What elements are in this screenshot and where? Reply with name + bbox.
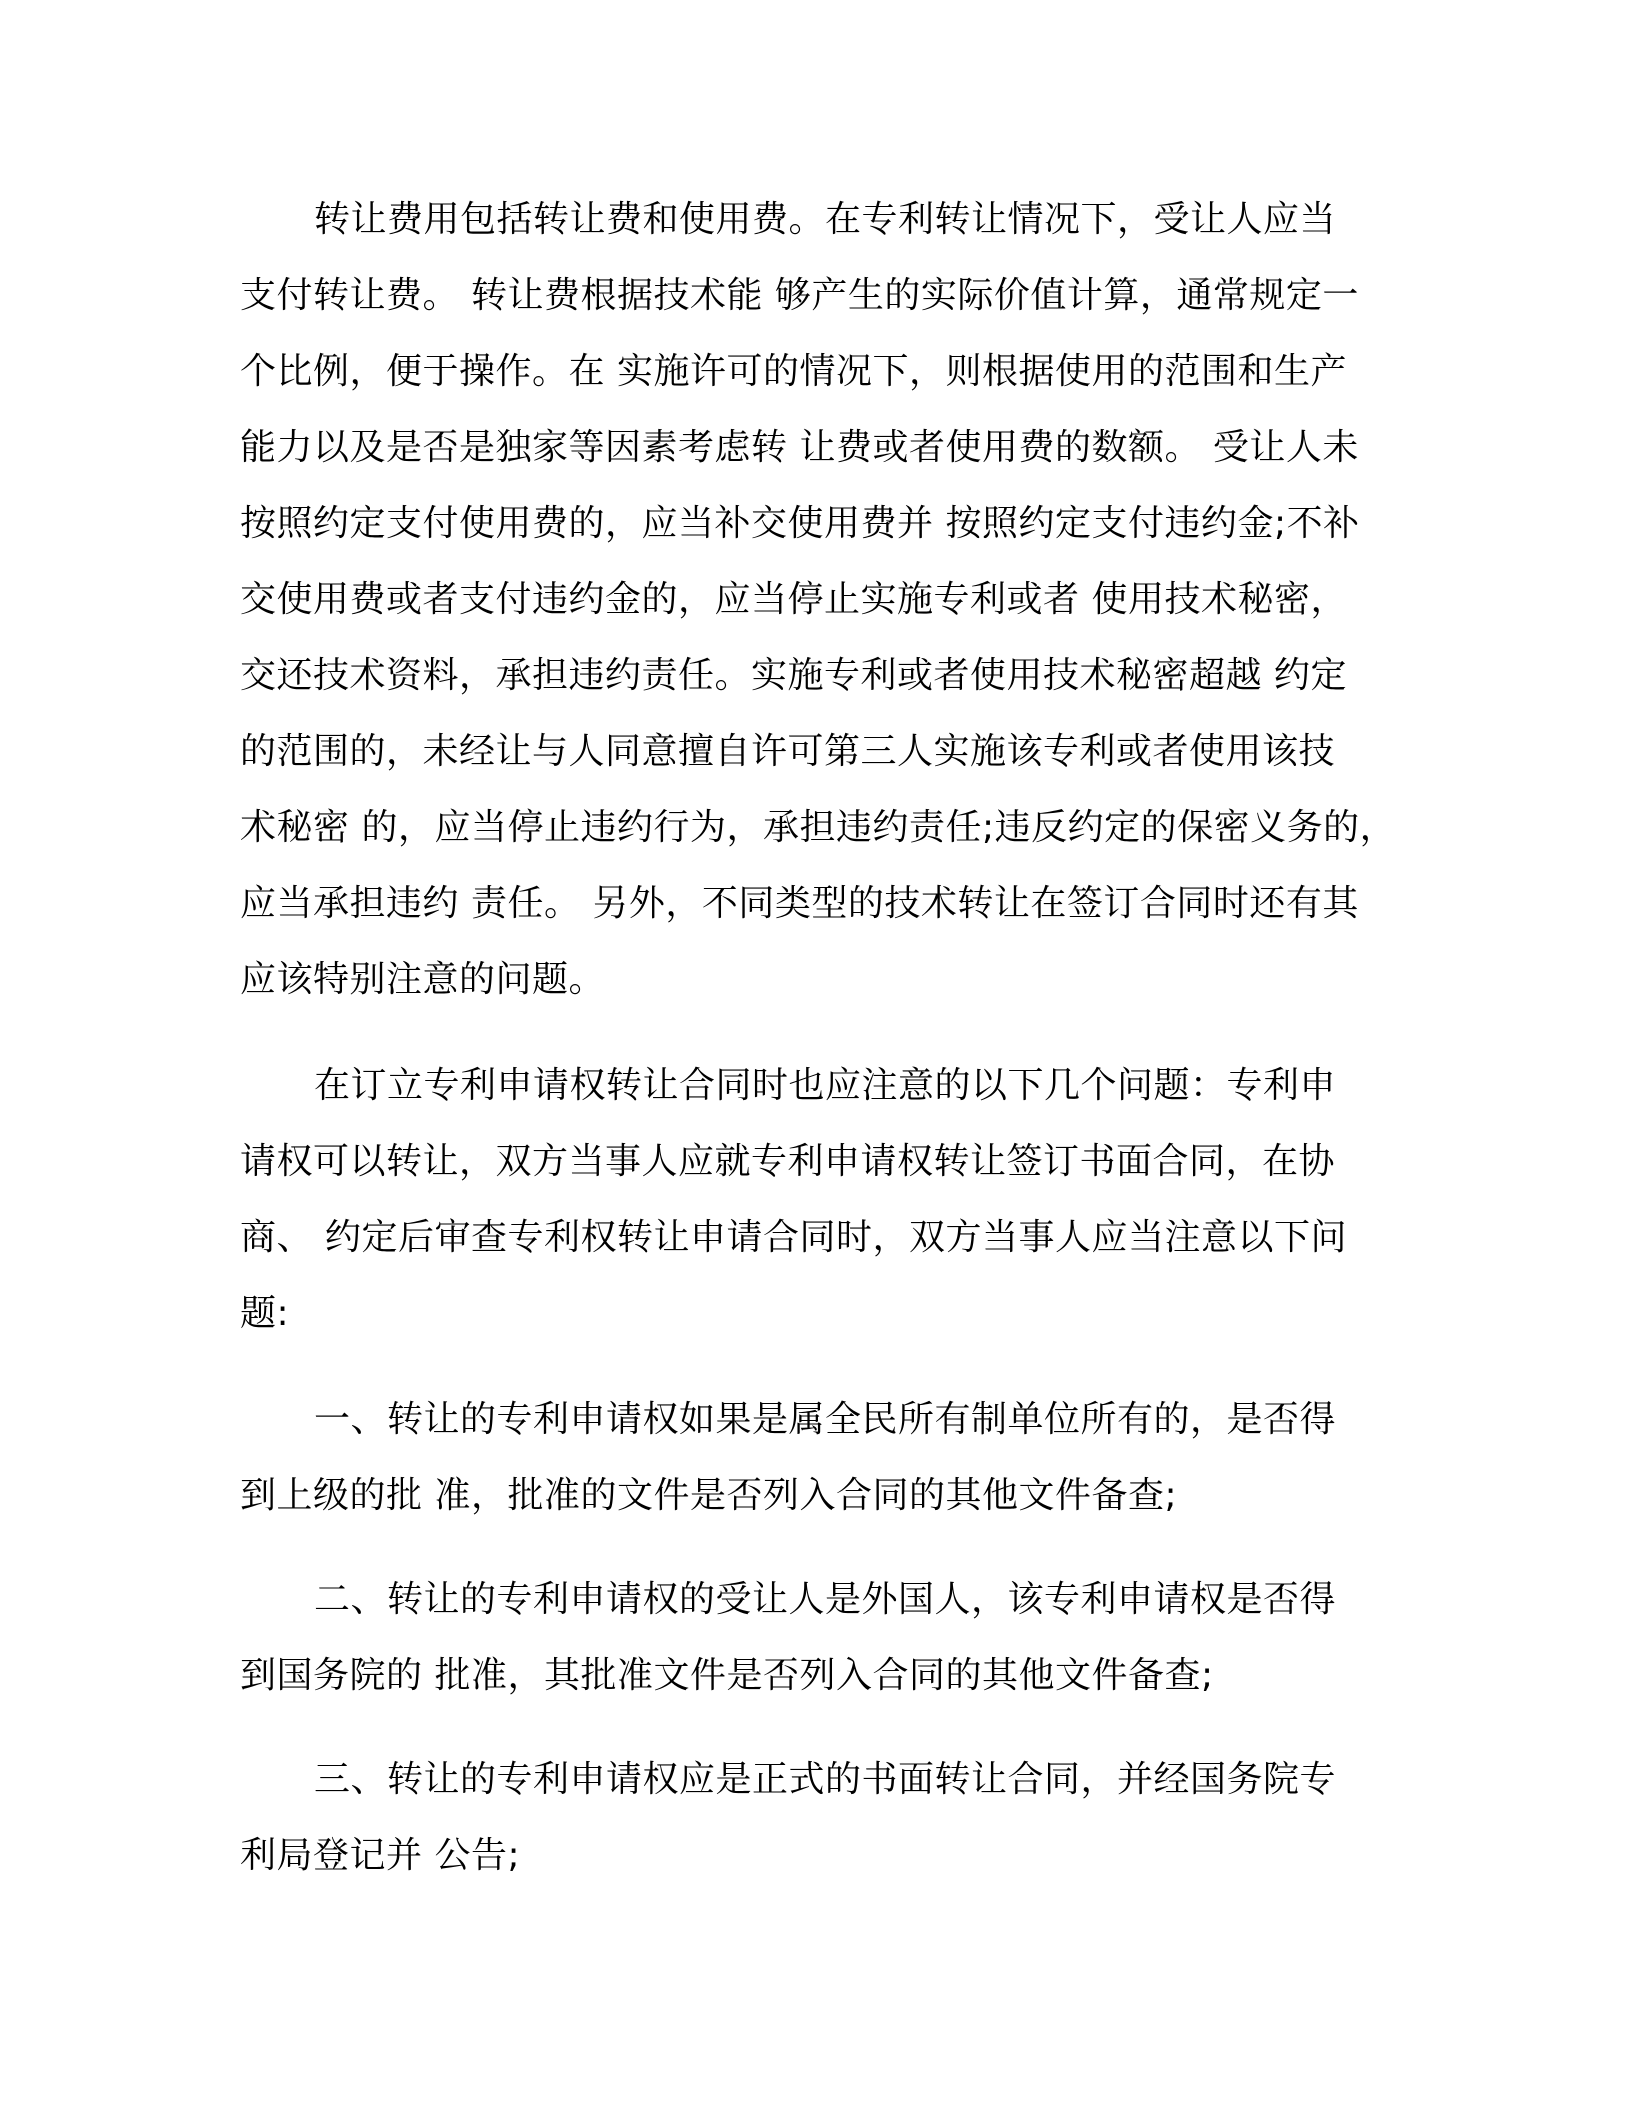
text-line: 三、转让的专利申请权应是正式的书面转让合同，并经国务院专 xyxy=(314,1759,1337,1800)
text-line: 在订立专利申请权转让合同时也应注意的以下几个问题：专利申 xyxy=(314,1065,1337,1106)
text-line: 个比例，便于操作。在 实施许可的情况下，则根据使用的范围和生产 xyxy=(240,351,1347,392)
text-line: 交还技术资料，承担违约责任。实施专利或者使用技术秘密超越 约定 xyxy=(240,655,1347,696)
text-line: 支付转让费。 转让费根据技术能 够产生的实际价值计算，通常规定一 xyxy=(240,275,1359,316)
text-line: 利局登记并 公告; xyxy=(240,1835,521,1876)
text-line: 转让费用包括转让费和使用费。在专利转让情况下，受让人应当 xyxy=(314,199,1337,240)
text-line: 商、 约定后审查专利权转让申请合同时，双方当事人应当注意以下问 xyxy=(240,1217,1347,1258)
text-line: 术秘密 的，应当停止违约行为，承担违约责任;违反约定的保密义务的， xyxy=(240,807,1397,848)
text-line: 题: xyxy=(240,1293,290,1334)
text-line: 到国务院的 批准，其批准文件是否列入合同的其他文件备查; xyxy=(240,1655,1214,1696)
text-line: 按照约定支付使用费的，应当补交使用费并 按照约定支付违约金;不补 xyxy=(240,503,1360,544)
text-line: 二、转让的专利申请权的受让人是外国人，该专利申请权是否得 xyxy=(314,1579,1337,1620)
text-line: 的范围的，未经让与人同意擅自许可第三人实施该专利或者使用该技 xyxy=(240,731,1336,772)
text-line: 请权可以转让，双方当事人应就专利申请权转让签订书面合同，在协 xyxy=(240,1141,1336,1182)
text-line: 能力以及是否是独家等因素考虑转 让费或者使用费的数额。 受让人未 xyxy=(240,427,1359,468)
text-line: 应该特别注意的问题。 xyxy=(240,959,606,1000)
text-line: 一、转让的专利申请权如果是属全民所有制单位所有的，是否得 xyxy=(314,1399,1337,1440)
text-line: 应当承担违约 责任。 另外，不同类型的技术转让在签订合同时还有其 xyxy=(240,883,1359,924)
text-line: 到上级的批 准，批准的文件是否列入合同的其他文件备查; xyxy=(240,1475,1178,1516)
text-line: 交使用费或者支付违约金的，应当停止实施专利或者 使用技术秘密， xyxy=(240,579,1347,620)
